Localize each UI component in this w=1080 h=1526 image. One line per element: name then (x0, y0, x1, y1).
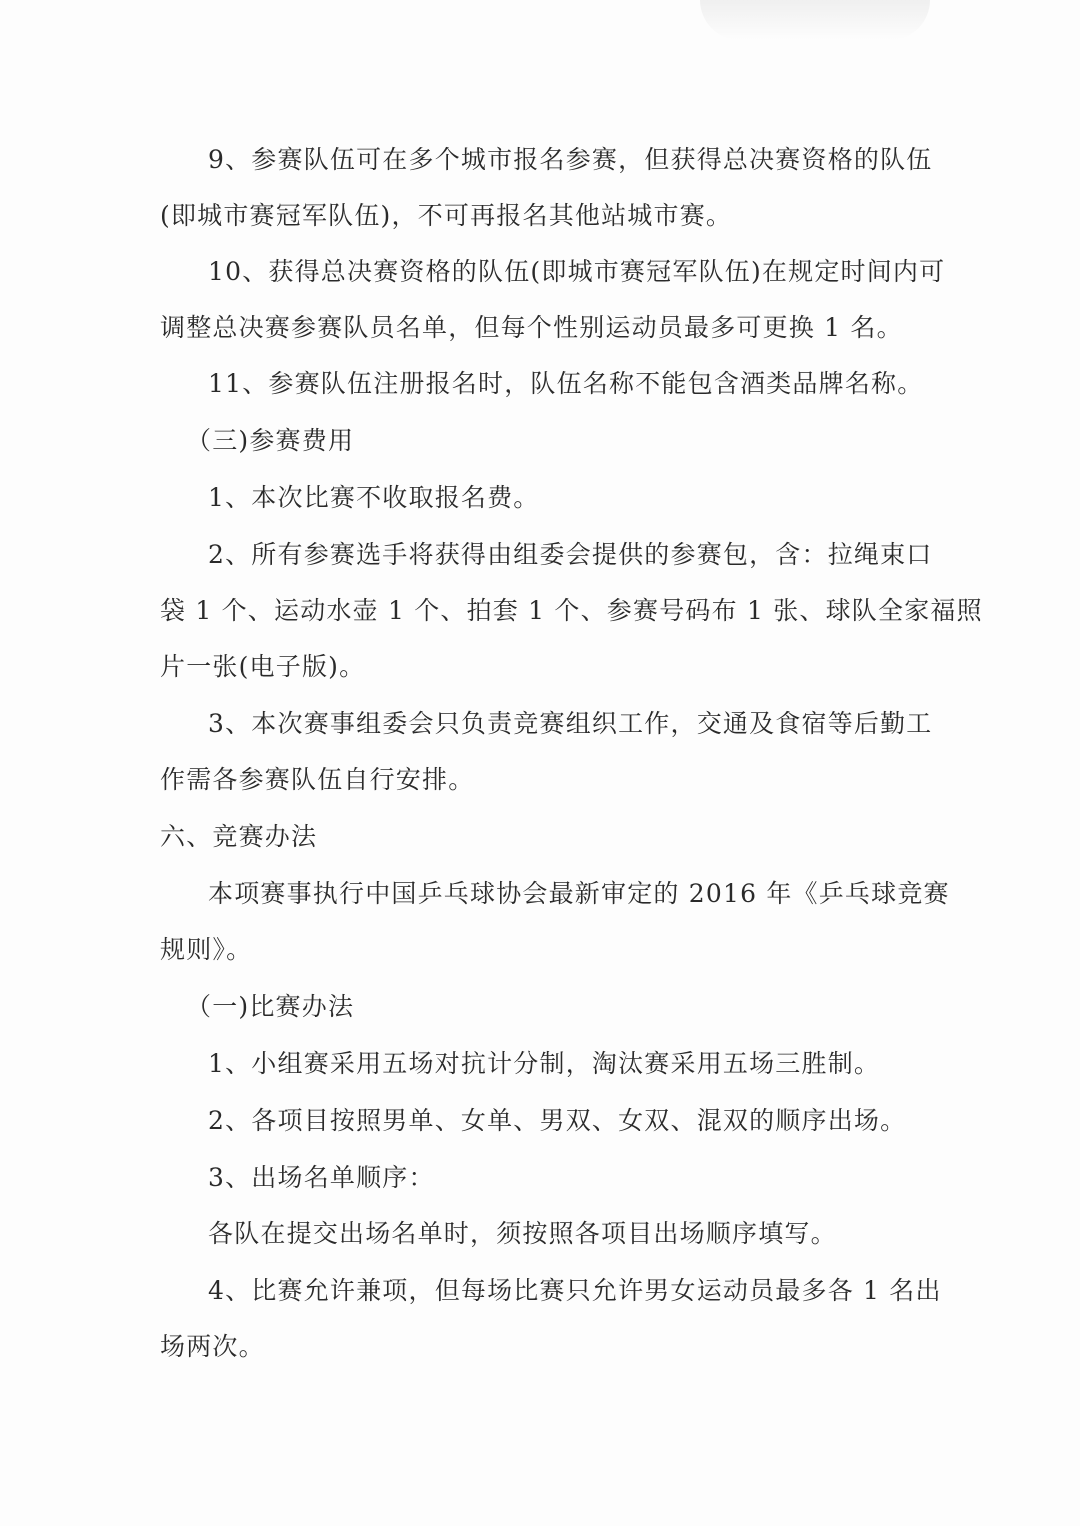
section-method-heading: （一)比赛办法 (186, 992, 355, 1021)
paragraph-10-line-2: 调整总决赛参赛队员名单，但每个性别运动员最多可更换 1 名。 (160, 313, 903, 342)
section-six-heading: 六、竞赛办法 (160, 822, 318, 851)
method-item-4-line-2: 场两次。 (160, 1332, 265, 1361)
paragraph-9-line-1: 9、参赛队伍可在多个城市报名参赛，但获得总决赛资格的队伍 (208, 145, 933, 174)
method-item-3: 3、出场名单顺序： (208, 1163, 435, 1192)
paragraph-9-line-2: (即城市赛冠军队伍)，不可再报名其他站城市赛。 (160, 201, 733, 230)
fee-item-2-line-2: 袋 1 个、运动水壶 1 个、拍套 1 个、参赛号码布 1 张、球队全家福照 (160, 596, 983, 625)
fee-item-2-line-1: 2、所有参赛选手将获得由组委会提供的参赛包，含：拉绳束口 (208, 540, 933, 569)
rules-line-1: 本项赛事执行中国乒乓球协会最新审定的 2016 年《乒乓球竞赛 (208, 879, 950, 908)
method-item-1: 1、小组赛采用五场对抗计分制，淘汰赛采用五场三胜制。 (208, 1049, 881, 1078)
method-item-2: 2、各项目按照男单、女单、男双、女双、混双的顺序出场。 (208, 1106, 907, 1135)
fee-item-3-line-2: 作需各参赛队伍自行安排。 (160, 765, 475, 794)
paragraph-10-line-1: 10、获得总决赛资格的队伍(即城市赛冠军队伍)在规定时间内可 (208, 257, 946, 286)
section-fee-heading: （三)参赛费用 (186, 426, 355, 455)
paragraph-11: 11、参赛队伍注册报名时，队伍名称不能包含酒类品牌名称。 (208, 369, 924, 398)
rules-line-2: 规则》。 (160, 935, 253, 964)
fee-item-1: 1、本次比赛不收取报名费。 (208, 483, 540, 512)
scan-shadow (700, 0, 930, 40)
fee-item-2-line-3: 片一张(电子版)。 (160, 652, 366, 681)
method-item-3-detail: 各队在提交出场名单时，须按照各项目出场顺序填写。 (208, 1219, 837, 1248)
fee-item-3-line-1: 3、本次赛事组委会只负责竞赛组织工作，交通及食宿等后勤工 (208, 709, 933, 738)
method-item-4-line-1: 4、比赛允许兼项，但每场比赛只允许男女运动员最多各 1 名出 (208, 1276, 942, 1305)
